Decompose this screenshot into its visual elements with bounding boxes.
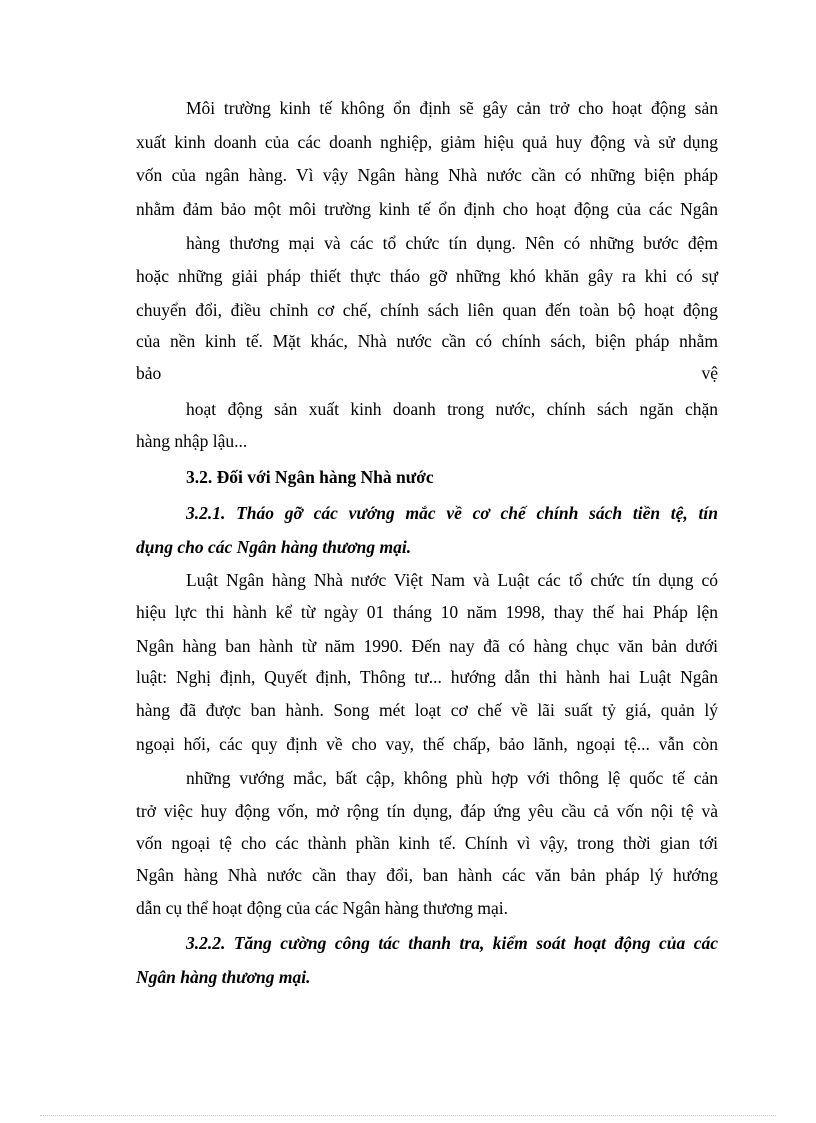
paragraph-line: ngoại hối, các quy định về cho vay, thế chấp, bảo lãnh, ngoại tệ... vẫn còn [136,734,718,754]
paragraph-line: dẫn cụ thể hoạt động của các Ngân hàng thương mại. [136,898,509,918]
subsection-heading: 3.2.2. Tăng cường công tác thanh tra, kiểm soát hoạt động của các [186,933,718,953]
paragraph-line: Ngân hàng Nhà nước cần thay đổi, ban hành các văn bản pháp lý hướng [136,865,718,885]
paragraph-line: của nền kinh tế. Mặt khác, Nhà nước cần có chính sách, biện pháp nhằm [136,331,718,351]
paragraph-line: hàng đã được ban hành. Song mét loạt cơ chế về lãi suất tỷ giá, quản lý [136,700,718,720]
subsection-heading: Ngân hàng thương mại. [136,967,311,987]
paragraph-line: nhằm đảm bảo một môi trường kinh tế ổn định cho hoạt động của các Ngân [136,199,718,219]
paragraph-line: vốn của ngân hàng. Vì vậy Ngân hàng Nhà nước cần có những biện pháp [136,165,718,185]
paragraph-line-start: bảo [136,363,162,383]
paragraph-line: trở việc huy động vốn, mở rộng tín dụng, đáp ứng yêu cầu cả vốn nội tệ và [136,801,718,821]
paragraph-line-end: vệ [701,363,718,383]
paragraph-line: hoặc những giải pháp thiết thực tháo gỡ những khó khăn gây ra khi có sự [136,266,718,286]
paragraph-line: những vướng mắc, bất cập, không phù hợp với thông lệ quốc tế cản [186,768,718,788]
paragraph-line: Luật Ngân hàng Nhà nước Việt Nam và Luật các tổ chức tín dụng có [186,570,718,590]
section-heading: 3.2. Đối với Ngân hàng Nhà nước [186,467,434,487]
paragraph-line: vốn ngoại tệ cho các thành phần kinh tế. Chính vì vậy, trong thời gian tới [136,833,718,853]
paragraph-line: hiệu lực thi hành kể từ ngày 01 tháng 10 năm 1998, thay thế hai Pháp lện [136,602,718,622]
paragraph-line: Ngân hàng ban hành từ năm 1990. Đến nay đã có hàng chục văn bản dưới [136,636,718,656]
paragraph-line: hoạt động sản xuất kinh doanh trong nước, chính sách ngăn chặn [186,399,718,419]
paragraph-line: hàng thương mại và các tổ chức tín dụng. Nên có những bước đệm [186,233,718,253]
page-bottom-divider [40,1115,776,1116]
paragraph-line: hàng nhập lậu... [136,431,248,451]
paragraph-line: chuyển đổi, điều chỉnh cơ chế, chính sách liên quan đến toàn bộ hoạt động [136,300,718,320]
subsection-heading: 3.2.1. Tháo gỡ các vướng mắc về cơ chế chính sách tiền tệ, tín [186,503,718,523]
paragraph-line: luật: Nghị định, Quyết định, Thông tư... hướng dẫn thi hành hai Luật Ngân [136,667,718,687]
subsection-heading: dụng cho các Ngân hàng thương mại. [136,537,412,557]
paragraph-line: xuất kinh doanh của các doanh nghiệp, giảm hiệu quả huy động và sử dụng [136,132,718,152]
paragraph-line: Môi trường kinh tế không ổn định sẽ gây cản trở cho hoạt động sản [186,98,718,118]
